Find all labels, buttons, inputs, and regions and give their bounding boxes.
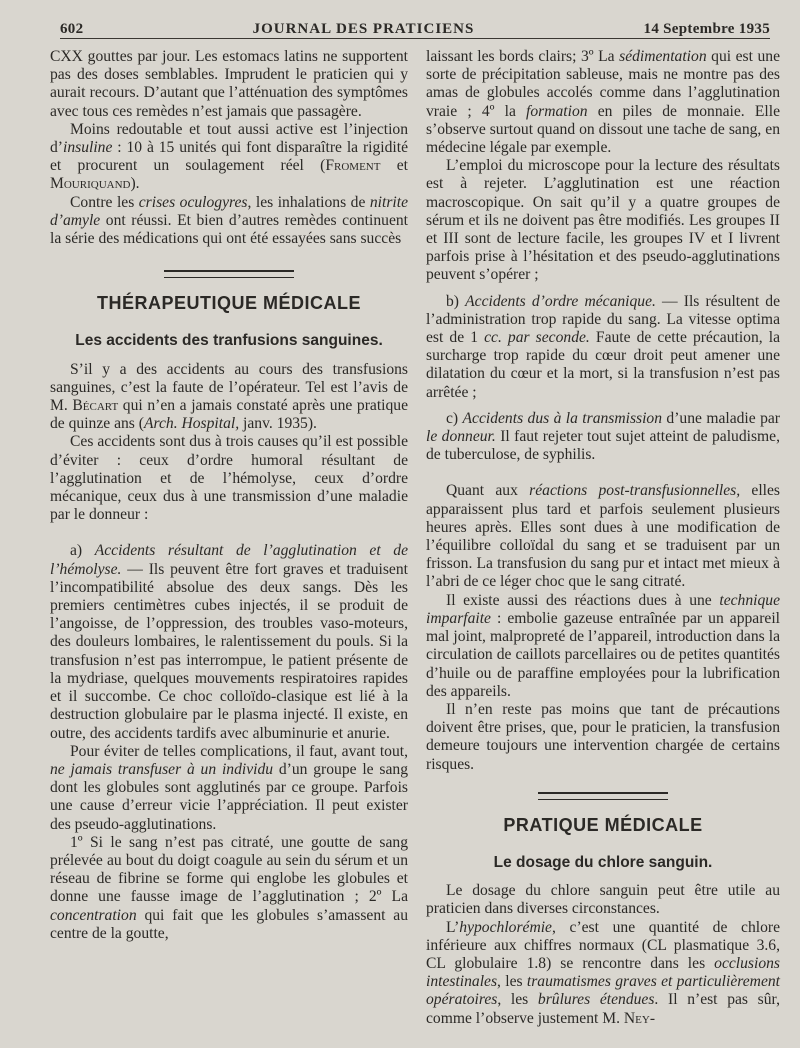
- paragraph: Le dosage du chlore sanguin peut être utile au praticien dans diverses circonstances.: [426, 882, 780, 918]
- section-title: PRATIQUE MÉDICALE: [503, 814, 703, 835]
- paragraph: Ces accidents sont dus à trois causes qu’il est possible d’éviter : ceux d’ordre humoral résultant de l’agglutination et de l’hémolyse, ceux d’ordre mécanique, ceux dus à une transmission d’une maladie par le donneur :: [50, 433, 408, 524]
- paragraph: S’il y a des accidents au cours des transfusions sanguines, c’est la faute de l’opérateur. Tel est l’avis de M. Bécart qui n’en a jamais constaté après une pratique de quinze ans (Arch. Hospital, janv. 1935).: [50, 360, 408, 433]
- page-number: 602: [60, 21, 84, 37]
- left-column: [50, 48, 408, 943]
- right-column: [426, 48, 780, 1028]
- paragraph: Il n’en reste pas moins que tant de précautions doivent être prises, que, pour le praticien, la transfusion demeure toujours une intervention chargée de certains risques.: [426, 700, 780, 773]
- issue-date: 14 Septembre 1935: [643, 21, 770, 37]
- journal-title: JOURNAL DES PRATICIENS: [252, 21, 475, 37]
- section-divider: [538, 792, 668, 800]
- paragraph: Moins redoutable et tout aussi active est l’injection d’insuline : 10 à 15 unités qui font disparaître la rigidité et procurent un soulagement réel (Froment et Mouriquand).: [50, 120, 408, 193]
- paragraph: L’hypochlorémie, c’est une quantité de chlore inférieure aux chiffres normaux (CL plasmatique 3.6, CL globulaire 1.8) se rencontre dans les occlusions intestinales, les traumatismes graves et particulièrement opératoires, les brûlures étendues. Il n’est pas sûr, comme l’observe justement M. Ney-: [426, 918, 780, 1027]
- paragraph: b) Accidents d’ordre mécanique. — Ils résultent de l’administration trop rapide du sang. La vitesse optima est de 1 cc. par seconde. Faute de cette précaution, la surcharge trop rapide du cœur droit peut amener une dilatation du cœur et la mort, si la transfusion n’est pas arrêtée ;: [426, 292, 781, 401]
- paragraph: Il existe aussi des réactions dues à une technique imparfaite : embolie gazeuse entraînée par un appareil mal joint, malpropreté de l’appareil, introduction dans la circulation de caillots parcellaires ou de petites quantités d’huile ou de paraffine employées pour la lubrification des appareils.: [426, 591, 780, 700]
- page-header: [60, 12, 770, 39]
- paragraph: 1º Si le sang n’est pas citraté, une goutte de sang prélevée au bout du doigt coagule au sein du sérum et un réseau de fibrine se forme qui englobe les globules et donne une fausse image de l’agglutination ; 2º La concentration qui fait que les globules s’amassent au centre de la goutte,: [50, 833, 408, 942]
- paragraph: CXX gouttes par jour. Les estomacs latins ne supportent pas des doses semblables. Imprudent le praticien qui y aurait recours. D’autant que l’atténuation des symptômes avec tous ces remèdes n’est jamais que passagère.: [50, 48, 408, 120]
- paragraph: laissant les bords clairs; 3º La sédimentation qui est une sorte de précipitation sableuse, mais ne montre pas des amas de globules accolés comme dans l’agglutination vraie ; 4º la formation en piles de monnaie. Elle s’observe surtout quand on dissout une tache de sang, en médecine légale par exemple.: [426, 48, 780, 157]
- paragraph: c) Accidents dus à la transmission d’une maladie par le donneur. Il faut rejeter tout sujet atteint de paludisme, de tuberculose, de syphilis.: [426, 409, 781, 464]
- paragraph: Contre les crises oculogyres, les inhalations de nitrite d’amyle ont réussi. Et bien d’autres remèdes continuent la série des médications qui ont été essayées sans succès: [50, 193, 408, 248]
- article-title: Le dosage du chlore sanguin.: [493, 853, 713, 871]
- paragraph: Pour éviter de telles complications, il faut, avant tout, ne jamais transfuser à un individu d’un groupe le sang dont les globules sont agglutinés par ce groupe. Parfois une cause d’erreur vicie l’appréciation. Il peut exister des pseudo-agglutinations.: [50, 742, 408, 833]
- section-title: THÉRAPEUTIQUE MÉDICALE: [96, 293, 361, 314]
- paragraph: a) Accidents résultant de l’agglutination et de l’hémolyse. — Ils peuvent être fort graves et traduisent l’incompatibilité absolue des deux sangs. Dès les premiers centimètres cubes injectés, il se produit de l’angoisse, de l’oppression, des troubles vaso-moteurs, des douleurs lombaires, le ralentissement du pouls. Si la transfusion n’est pas interrompue, le patient présente de la mydriase, quelques mouvements respiratoires rapides et il succombe. Ce choc colloïdo-clasique est lié à la destruction globulaire par le plasma injecté. Il existe, en outre, des accidents tardifs avec albuminurie et anurie.: [50, 542, 409, 742]
- section-divider: [164, 270, 294, 278]
- paragraph: L’emploi du microscope pour la lecture des résultats est à rejeter. L’agglutination est une réaction macroscopique. On sait qu’il y a quatre groupes de sérum et ils ne doivent pas être modifiés. Les groupes II et III sont de lecture facile, les groupes IV et I livrent parfois prise à l’hésitation et des pseudo-agglutinations peuvent s’opérer ;: [426, 157, 780, 284]
- paragraph: Quant aux réactions post-transfusionnelles, elles apparaissent plus tard et parfois seulement plusieurs heures après. Elles sont dues à une modification de l’équilibre colloïdal du sang et se traduisent par un frisson. La transfusion du sang pur et intact met mieux à l’abri de ce léger choc que le sang citraté.: [426, 482, 780, 591]
- article-title: Les accidents des tranfusions sanguines.: [75, 332, 383, 350]
